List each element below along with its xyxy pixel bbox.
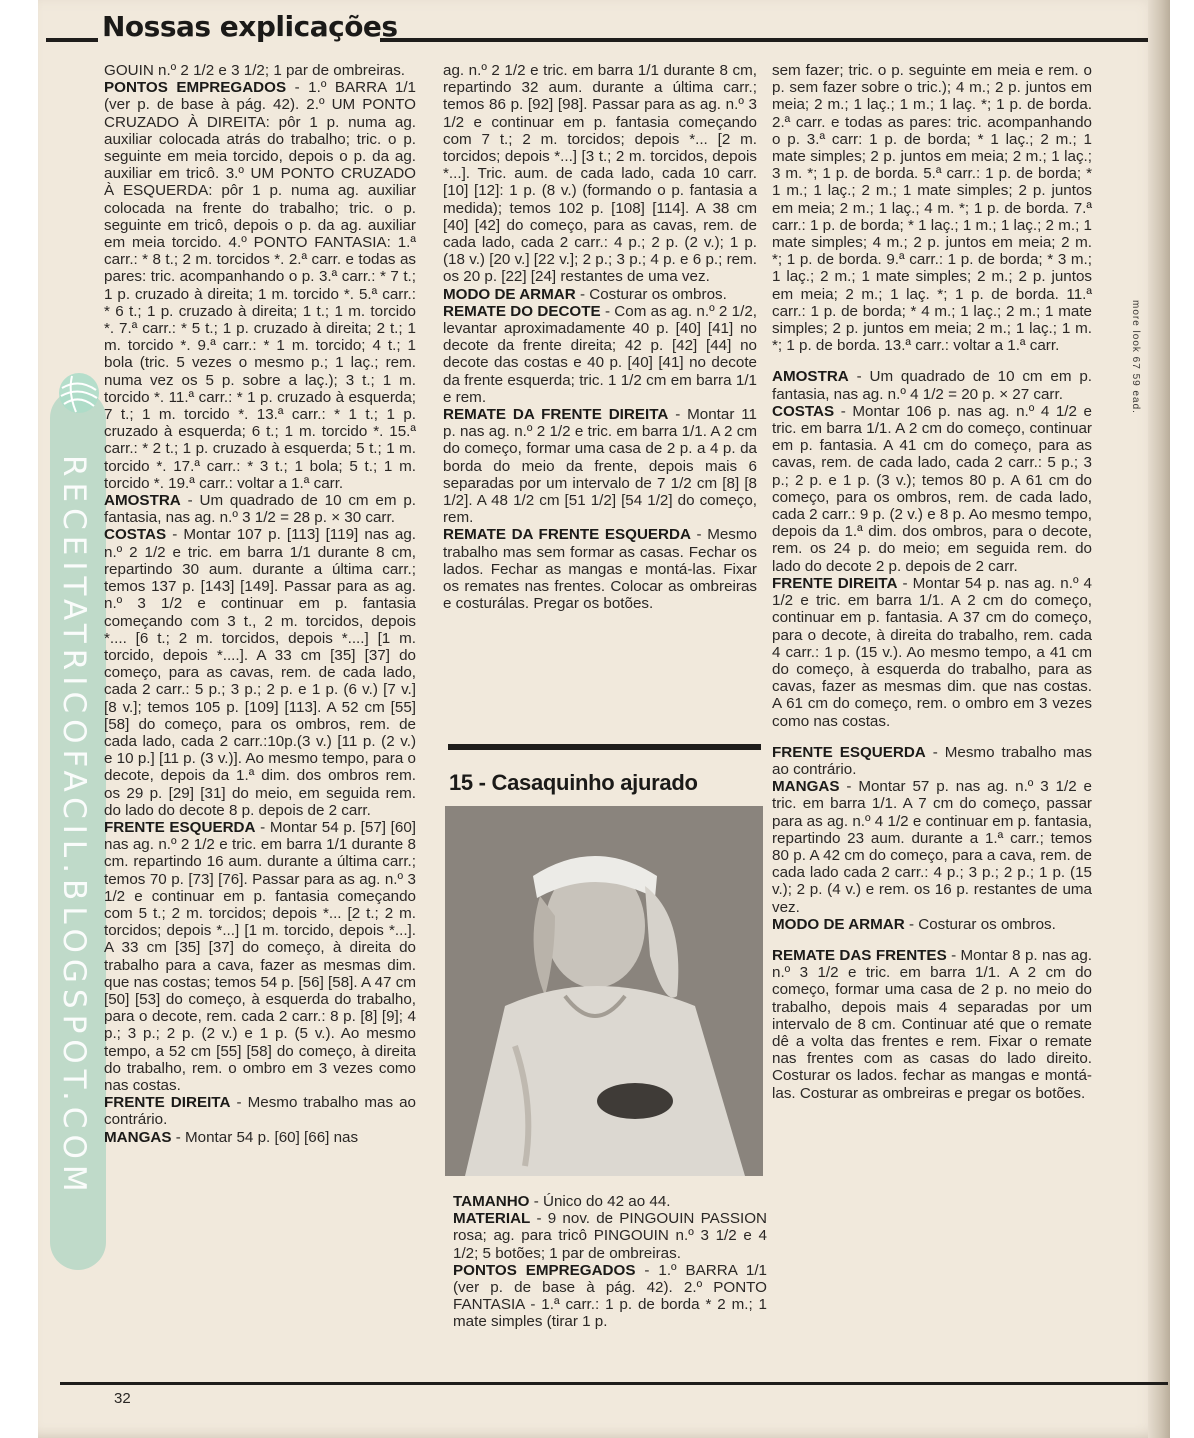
col2-paragraph — [443, 286, 757, 303]
paragraph-heading: REMATE DAS FRENTES — [772, 946, 947, 964]
page-number: 32 — [114, 1390, 131, 1407]
col3-paragraph — [772, 916, 1092, 933]
margin-note: more look 67 59 ead. — [1130, 300, 1141, 414]
paragraph-heading: REMATE DO DECOTE — [443, 302, 601, 320]
paragraph-text: sem fazer; tric. o p. seguinte em meia e rem. o p. sem fazer sobre o tric.); 4 m.; 2 p. juntos em meia; 2 m.; 1 laç.; 1 m.; 1 laç. *; 1 p. de borda. 2.ª carr. e todas as pares: tric. acompanhando o p. 3.ª carr: 1 p. de borda; * 1 laç.; 2 m.; 1 mate simples; 2 p. juntos em meia; 2 m.; 1 laç.; 3 m. *; 1 p. de borda. 5.ª carr.: 1 p. de borda; * 1 m.; 1 laç.; 2 m.; 1 mate simples; 2 p. juntos em meia; 2 m.; 1 laç.; 4 m. *; 1 p. de borda. 7.ª carr.: 1 p. de borda; * 1 laç.; 1 m.; 1 laç.; 2 m.; 1 mate simples; 4 m.; 2 p. juntos em meia; 2 m. *; 1 p. de borda. 9.ª carr.: 1 p. de borda; * 3 m.; 1 laç.; 2 m.; 1 mate simples; 2 m.; 2 p. juntos em meia; 2 m.; 1 laç. *; 1 p. de borda. 11.ª carr.: 1 p. de borda; * 4 m.; 1 laç.; 2 m.; 1 mate simples; 2 p. juntos em meia; 2 m.; 1 laç.; 1 m. *; 1 p. de borda. 13.ª carr.: voltar a 1.ª carr. — [772, 62, 1092, 355]
paragraph-text: - Com as ag. n.º 2 1/2, levantar aproximadamente 40 p. [40] [41] no decote da frente direita; 42 p. [42] [44] no decote das costas e 40 p. [40] [41] no decote da frente esquerda; tric. 1 1/2 cm em barra 1/1 e rem. — [443, 302, 757, 406]
col1-paragraph — [104, 62, 416, 79]
col2-paragraph — [443, 303, 757, 406]
paragraph-heading: COSTAS — [104, 526, 167, 544]
col1-paragraph — [104, 1129, 416, 1146]
paragraph-heading: AMOSTRA — [104, 492, 181, 510]
column-2 — [443, 62, 757, 613]
col1-paragraph — [104, 79, 416, 492]
paragraph-text: - Mesmo trabalho mas ao contrário. — [104, 1094, 417, 1129]
col1-paragraph — [104, 1094, 416, 1128]
paragraph-heading: COSTAS — [772, 402, 835, 420]
col2-paragraph — [443, 62, 757, 286]
col3-paragraph — [772, 947, 1092, 1102]
col2-paragraph — [443, 526, 757, 612]
paragraph-heading: MANGAS — [104, 1128, 172, 1146]
paragraph-text: - Um quadrado de 10 cm em p. fantasia, nas ag. n.º 4 1/2 = 20 p. × 27 carr. — [772, 368, 1092, 403]
col2b-paragraph — [453, 1193, 767, 1210]
col3-paragraph — [772, 403, 1092, 575]
paragraph-heading: TAMANHO — [453, 1193, 530, 1210]
column-3 — [772, 62, 1092, 1102]
paragraph-text: - Montar 54 p. [60] [66] nas — [171, 1128, 359, 1146]
paragraph-heading: FRENTE ESQUERDA — [772, 743, 926, 761]
paragraph-text: - Montar 54 p. [57] [60] nas ag. n.º 2 1/2 e tric. em barra 1/1 durante 8 cm. repartindo 16 aum. durante a última carr.; temos 70 p. [73] [76]. Passar para as ag. n.º 3 1/2 e continuar em p. fantasia começando com 5 t.; 2 m. torcidos; depois *... [2 t.; 2 m. torcidos; depois *...] [1 m. torcido, depois *...]. A 33 cm [35] [37] do começo, à direita do trabalho para a cava, fazer as mesmas dim. que nas costas; temos 54 p. [56] [58]. A 47 cm [50] [53] do começo, à esquerda do trabalho, para o decote, rem. cada 2 carr.: 8 p. [8] [9]; 4 p.; 3 p.; 2 p. (2 v.) e 1 p. (5 v.). Ao mesmo tempo, a 52 cm [55] [58] do começo, à direita do trabalho, rem. o ombro em 3 vezes como nas costas. — [104, 818, 416, 1094]
watermark-text: RECEITATRICOFACIL.BLOGSPOT.COM — [56, 455, 92, 1198]
col1-paragraph — [104, 492, 416, 526]
section-15-intro — [453, 1193, 767, 1331]
section-separator — [448, 744, 761, 750]
paragraph-text: - Costurar os ombros. — [575, 285, 727, 303]
col1-paragraph — [104, 819, 416, 1094]
paragraph-heading: MANGAS — [772, 778, 840, 796]
paragraph-text: GOUIN n.º 2 1/2 e 3 1/2; 1 par de ombreiras. — [104, 62, 406, 79]
col3-paragraph — [772, 368, 1092, 402]
col2b-paragraph — [453, 1210, 767, 1262]
paragraph-text: - Montar 54 p. nas ag. n.º 4 1/2 e tric. em barra 1/1. A 2 cm do começo, continuar em p. fantasia. A 37 cm do começo, para o decote, à direita do trabalho, rem. cada 4 carr.: 1 p. (15 v.). Ao mesmo tempo, a 41 cm do começo, à esquerda do trabalho, para as cavas, fazer as mesmas dim. que nas costas. A 61 cm do começo, rem. o ombro em 3 vezes como nas costas. — [772, 574, 1093, 730]
paragraph-text: - Montar 107 p. [113] [119] nas ag. n.º 2 1/2 e tric. em barra 1/1 durante 8 cm, repartindo 30 aum. durante a última carr.; temos 137 p. [143] [149]. Passar para as ag. n.º 3 1/2 e continuar em p. fantasia começando com 3 t., 2 m. torcidos, depois *.... [6 t.; 2 m. torcidos, depois *....] [1 m. torcido, depois *....]. A 33 cm [35] [37] do começo, para as cavas, rem. de cada lado, cada 2 carr.: 5 p.; 3 p.; 2 p. e 1 p. (6 v.) [7 v.] [8 v.]; temos 105 p. [109] [113]. A 52 cm [55] [58] do começo, para os ombros, rem. de cada lado, cada 2 carr.:10p.(3 v.) [11 p. (2 v.) e 10 p.] [11 p. (3 v.)]. Ao mesmo tempo, para o decote, depois da 1.ª dim. dos ombros rem. os 29 p. [29] [31] do meio, em seguida rem. do lado do decote 8 p. depois de 2 carr. — [104, 526, 416, 819]
paragraph-heading: MODO DE ARMAR — [772, 915, 905, 933]
header-rule-right — [380, 38, 1148, 42]
paragraph-text: - Montar 106 p. nas ag. n.º 4 1/2 e tric. em barra 1/1. A 2 cm do começo, continuar em p. fantasia. A 41 cm do começo, para as cavas, rem. de cada lado, cada 2 carr.: 5 p.; 3 p.; 2 p. e 1 p. (3 v.); temos 80 p. A 61 cm do começo, para os ombros, rem. de cada lado, cada 2 carr.: 9 p. (2 v.) e 8 p. Ao mesmo tempo, depois da 1.ª dim. dos ombros, para o decote, rem. os 24 p. do meio; em seguida rem. do lado do decote 2 p. depois de 2 carr. — [772, 402, 1092, 575]
paragraph-heading: AMOSTRA — [772, 368, 849, 386]
footer-rule — [60, 1382, 1168, 1385]
paragraph-text: - 1.º BARRA 1/1 (ver p. de base à pág. 42). 2.º UM PONTO CRUZADO À DIREITA: pôr 1 p. numa ag. auxiliar colocada atrás do trabalho; tric. o p. seguinte em meia torcido, depois o p. da ag. auxiliar em tricô. 3.º UM PONTO CRUZADO À ESQUERDA: pôr 1 p. numa ag. auxiliar colocada na frente do trabalho; tric. o p. seguinte em tricô, depois o p. da ag. auxiliar em meia torcido. 4.º PONTO FANTASIA: 1.ª carr.: * 8 t.; 2 m. torcidos *. 2.ª carr. e todas as pares: tric. acompanhando o p. 3.ª carr.: * 7 t.; 1 p. cruzado à direita; 1 m. torcido *. 5.ª carr.: * 6 t.; 1 p. cruzado à direita; 1 t.; 1 m. torcido *. 7.ª carr.: * 5 t.; 1 p. cruzado à direita; 2 t.; 1 m. torcido *. 9.ª carr.: * 1 m. torcido; 4 t.; 1 bola (tric. 5 vezes o mesmo p.; 1 laç.; rem. numa vez os 5 p. sobre a laç.); 3 t.; 1 m. torcido *. 11.ª carr.: * 1 p. cruzado à esquerda; 7 t.; 1 m. torcido *. 13.ª carr.: * 1 t.; 1 p. cruzado à esquerda; 6 t.; 1 m. torcido *. 15.ª carr.: * 2 t.; 1 p. cruzado à esquerda; 5 t.; 1 m. torcido *. 17.ª carr.: * 3 t.; 1 bola; 5 t.; 1 m. torcido *. 19.ª carr.: voltar a 1.ª carr. — [104, 79, 417, 492]
paragraph-text: - Mesmo trabalho mas sem formar as casas. Fechar os lados. Fechar as mangas e montá-las. Fixar os remates nas frentes. Colocar as ombreiras e costurálas. Pregar os botões. — [443, 526, 757, 613]
paragraph-heading: MATERIAL — [453, 1210, 531, 1228]
col2b-paragraph — [453, 1262, 767, 1331]
paragraph-text: - 9 nov. de PINGOUIN PASSION rosa; ag. para tricô PINGOUIN n.º 3 1/2 e 4 1/2; 5 botões; 1 par de ombreiras. — [453, 1210, 767, 1262]
paragraph-heading: MODO DE ARMAR — [443, 285, 576, 303]
paragraph-heading: FRENTE DIREITA — [772, 574, 898, 592]
paragraph-text: - Um quadrado de 10 cm em p. fantasia, nas ag. n.º 3 1/2 = 28 p. × 30 carr. — [104, 492, 416, 527]
page-edge — [1148, 0, 1170, 1438]
paragraph-text: ag. n.º 2 1/2 e tric. em barra 1/1 durante 8 cm, repartindo 32 aum. durante a última carr.; temos 86 p. [92] [98]. Passar para as ag. n.º 3 1/2 e continuar em p. fantasia começando com 7 t.; 2 m. torcidos; depois *... [2 m. torcidos; depois *...] [3 t.; 2 m. torcidos, depois *...]. Tric. aum. de cada lado, cada 10 carr. [10] [12]: 1 p. (8 v.) (formando o p. fantasia a medida); temos 102 p. [108] [114]. A 38 cm [40] [42] do começo, para as cavas, rem. de cada lado, cada 2 carr.: 4 p.; 2 p. (2 v.); 1 p. (18 v.) [20 v.] [22 v.]; 2 p.; 3 p.; 4 p. e 6 p.; rem. os 20 p. [22] [24] restantes de uma vez. — [443, 62, 757, 286]
col1-paragraph — [104, 526, 416, 818]
yarn-ball-icon — [54, 368, 104, 418]
model-photo — [445, 806, 763, 1176]
col3-paragraph — [772, 575, 1092, 730]
paragraph-text: - Montar 57 p. nas ag. n.º 3 1/2 e tric. em barra 1/1. A 7 cm do começo, passar para as ag. n.º 4 1/2 e continuar em p. fantasia, repartindo 23 aum. durante a 1.ª carr.; temos 80 p. A 42 cm do começo, para a cava, rem. de cada lado cada 2 carr.: 4 p.; 3 p.; 2 p.; 1 p. (15 v.); 2 p. (4 v.) e rem. os 16 p. restantes de uma vez. — [772, 778, 1092, 916]
paragraph-heading: REMATE DA FRENTE ESQUERDA — [443, 526, 691, 544]
paragraph-text: - Montar 11 p. nas ag. n.º 2 1/2 e tric. em barra 1/1. A 2 cm do começo, formar uma casa de 2 p. a 4 p. da borda do meio da frente, depois mais 6 separadas por um intervalo de 7 1/2 cm [8] [8 1/2]. A 48 1/2 cm [51 1/2] [54 1/2] do começo, rem. — [443, 406, 757, 527]
col2-paragraph — [443, 406, 757, 526]
paragraph-heading: PONTOS EMPREGADOS — [104, 79, 287, 97]
paragraph-text: - Único do 42 ao 44. — [529, 1193, 671, 1210]
paragraph-heading: REMATE DA FRENTE DIREITA — [443, 406, 669, 424]
col3-paragraph — [772, 62, 1092, 354]
col3-paragraph — [772, 744, 1092, 778]
col3-paragraph — [772, 778, 1092, 916]
page-title: Nossas explicações — [102, 10, 398, 43]
paragraph-text: - 1.º BARRA 1/1 (ver p. de base à pág. 42). 2.º PONTO FANTASIA - 1.ª carr.: 1 p. de borda * 2 m.; 1 mate simples (tirar 1 p. — [453, 1261, 768, 1331]
paragraph-text: - Montar 8 p. nas ag. n.º 3 1/2 e tric. em barra 1/1. A 2 cm do começo, formar uma casa de 2 p. no meio do trabalho, depois mais 4 separadas por um intervalo de 8 cm. Continuar até que o remate dê a volta das frentes e rem. Fixar o remate nas frentes com as casas do lado direito. Costurar os lados. fechar as mangas e montá-las. Costurar as ombreiras e pregar os botões. — [772, 946, 1092, 1102]
paragraph-heading: FRENTE DIREITA — [104, 1094, 231, 1112]
paragraph-heading: FRENTE ESQUERDA — [104, 818, 256, 836]
column-1 — [104, 62, 416, 1146]
header-rule-left — [46, 38, 98, 42]
paragraph-text: - Costurar os ombros. — [904, 915, 1056, 933]
paragraph-heading: PONTOS EMPREGADOS — [453, 1261, 636, 1279]
section-15-title: 15 - Casaquinho ajurado — [449, 770, 698, 795]
paragraph-text: - Mesmo trabalho mas ao contrário. — [772, 743, 1092, 778]
